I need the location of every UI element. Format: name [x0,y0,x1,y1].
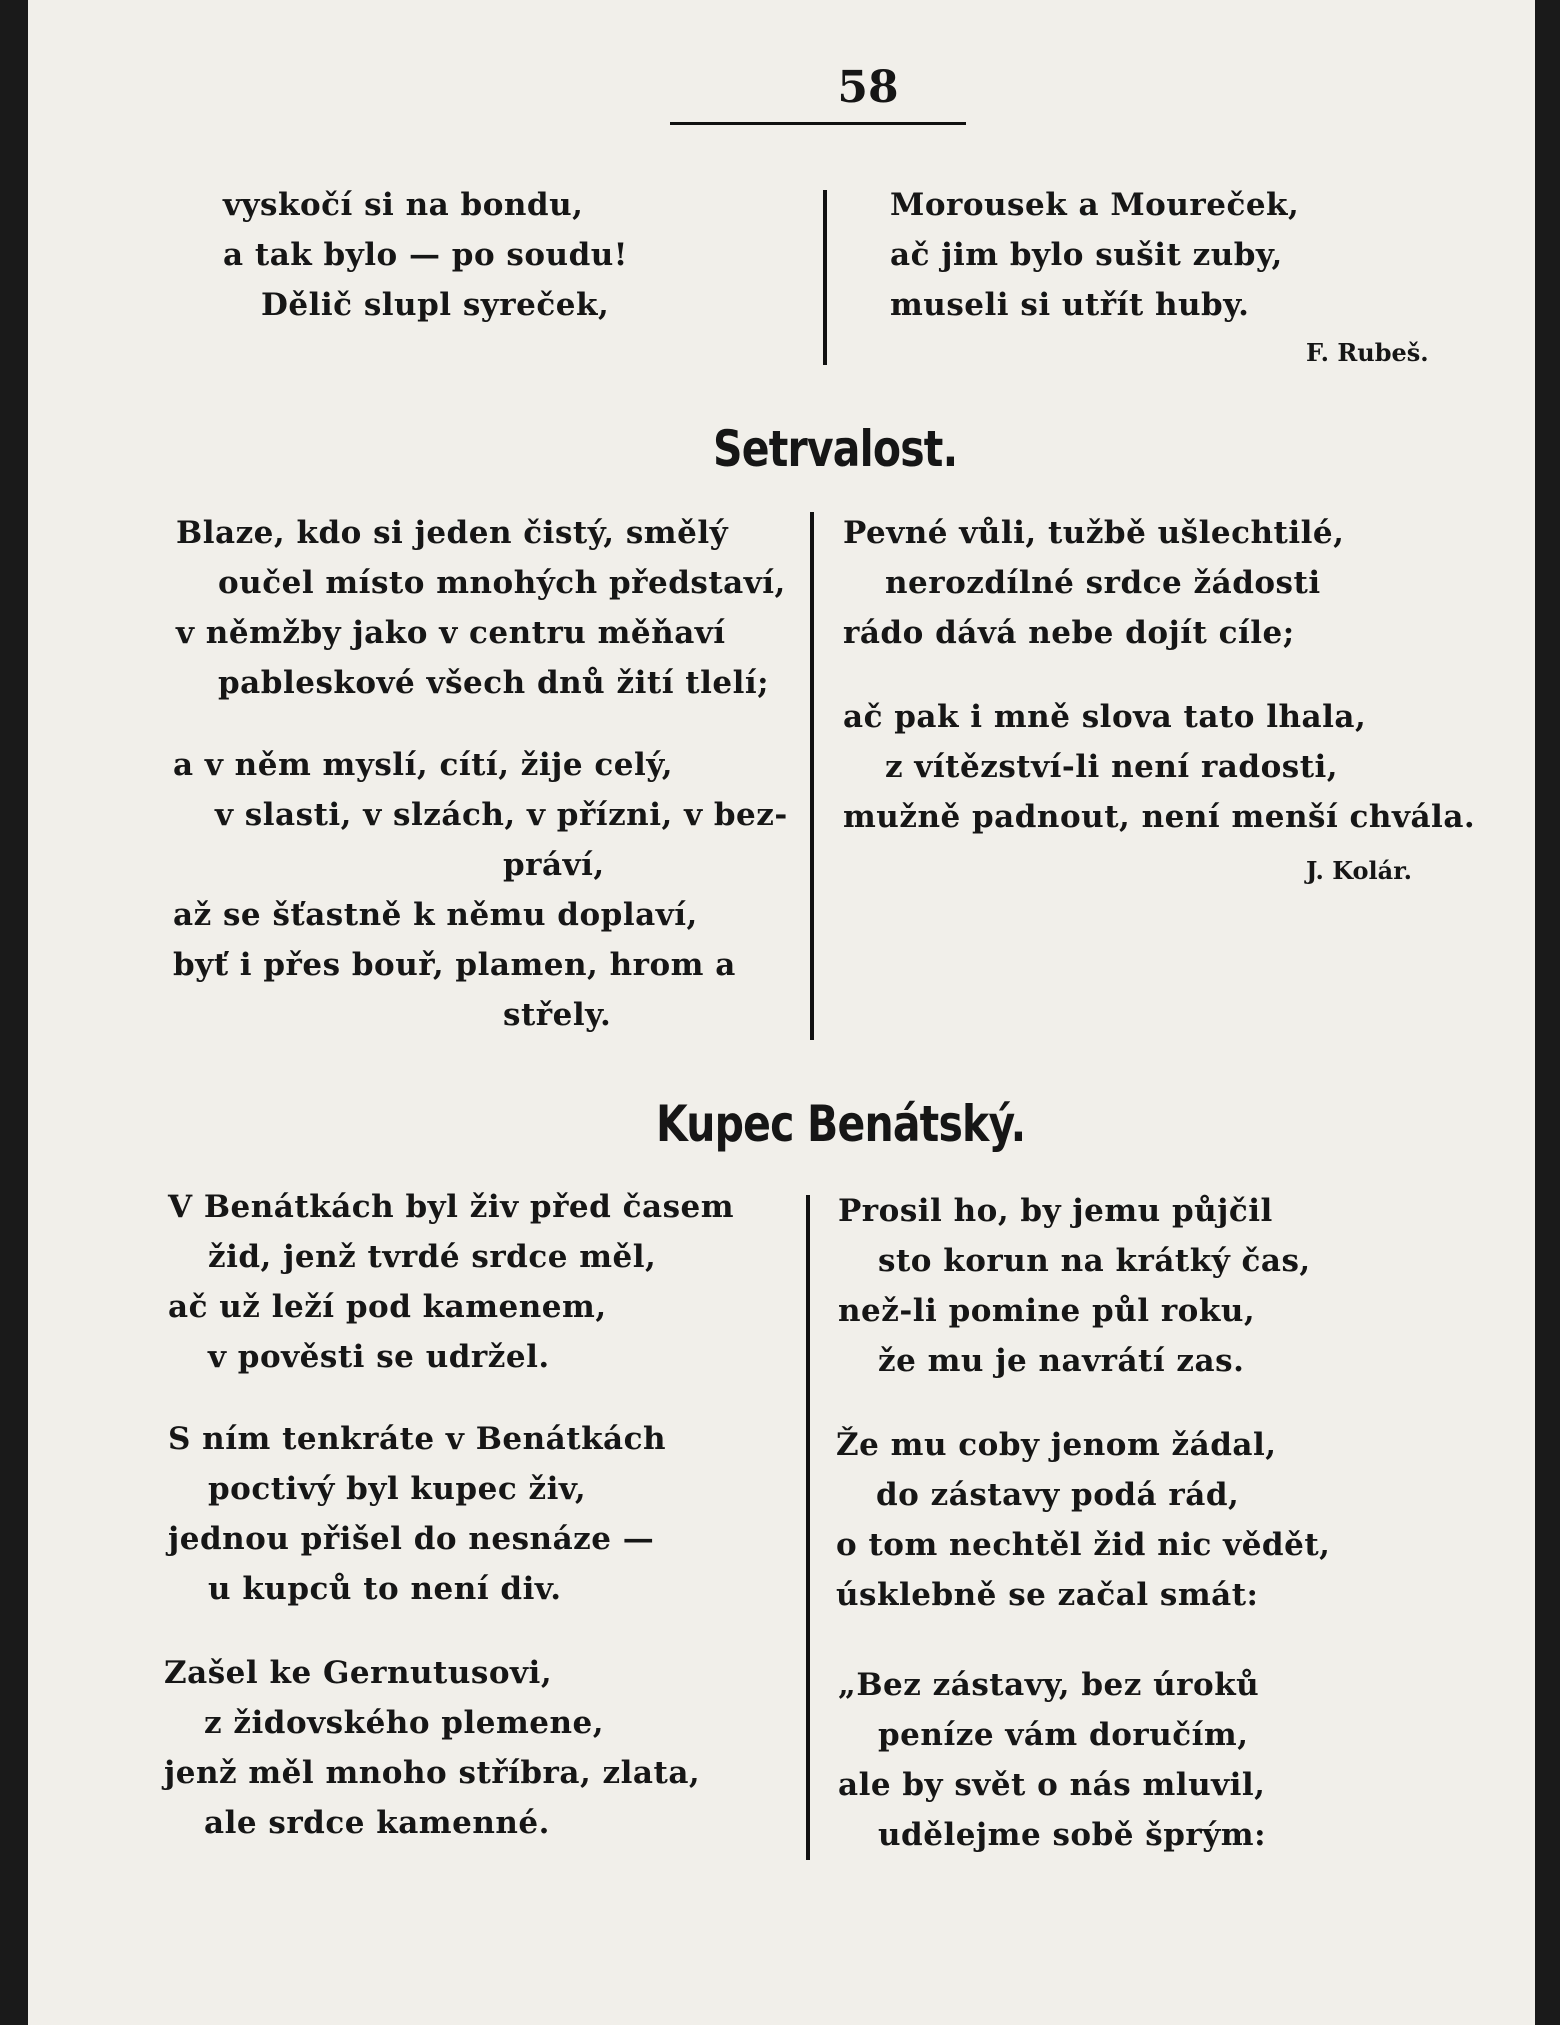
poem2-left-stanza-1 [176,508,786,708]
poem3-right-stanza-2 [836,1420,1330,1620]
verse-line: žid, jenž tvrdé srdce měl, [208,1239,657,1275]
verse-line: ale srdce kamenné. [204,1805,550,1841]
verse-line: peníze vám doručím, [878,1717,1249,1753]
verse-line: pableskové všech dnů žití tlelí; [218,665,770,701]
verse-line: že mu je navrátí zas. [878,1343,1245,1379]
verse-line: v slasti, v slzách, v přízni, v bez- [215,797,788,833]
verse-line: v němžby jako v centru měňaví [176,615,726,651]
verse-line: v pověsti se udržel. [208,1339,550,1375]
verse-line: do zástavy podá rád, [876,1477,1240,1513]
poem2-left-stanza-2 [173,740,788,1040]
column-divider [806,1195,810,1860]
verse-line: udělejme sobě šprým: [878,1817,1267,1853]
verse-line: mužně padnout, není menší chvála. [843,799,1476,835]
verse-line: Prosil ho, by jemu půjčil [838,1193,1273,1229]
verse-line: Dělič slupl syreček, [261,287,610,323]
verse-line: museli si utřít huby. [890,287,1250,323]
verse-line: a v něm myslí, cítí, žije celý, [173,747,674,783]
verse-line: jenž měl mnoho stříbra, zlata, [164,1755,701,1791]
column-divider [810,512,814,1040]
verse-line: poctivý byl kupec živ, [208,1471,587,1507]
poem3-right-stanza-3 [838,1660,1266,1860]
verse-line: jednou přišel do nesnáze — [168,1521,655,1557]
verse-line: Blaze, kdo si jeden čistý, smělý [176,515,729,551]
verse-line: práví, [503,847,605,883]
poem3-right-stanza-1 [838,1186,1311,1386]
poem2-title: Setrvalost. [713,420,958,478]
column-divider [823,190,827,365]
verse-line: než-li pomine půl roku, [838,1293,1256,1329]
verse-line: střely. [503,997,612,1033]
verse-line: „Bez zástavy, bez úroků [838,1667,1260,1703]
poem3-left-stanza-3 [164,1648,700,1848]
page-number-rule [670,122,966,125]
verse-line: a tak bylo — po soudu! [223,237,628,273]
scan-edge [1535,0,1560,2025]
poem1-right-stanza [890,180,1299,330]
verse-line: Morousek a Moureček, [890,187,1300,223]
poem1-left-stanza [223,180,628,330]
verse-line: u kupců to není div. [208,1571,562,1607]
verse-line: z židovského plemene, [204,1705,605,1741]
verse-line: V Benátkách byl živ před časem [168,1189,735,1225]
verse-line: S ním tenkráte v Benátkách [168,1421,667,1457]
verse-line: byť i přes bouř, plamen, hrom a [173,947,736,983]
verse-line: Pevné vůli, tužbě ušlechtilé, [843,515,1345,551]
verse-line: až se šťastně k němu doplaví, [173,897,698,933]
verse-line: úsklebně se začal smát: [836,1577,1259,1613]
verse-line: o tom nechtěl žid nic vědět, [836,1527,1331,1563]
book-page [28,0,1535,2025]
verse-line: rádo dává nebe dojít cíle; [843,615,1295,651]
page-number: 58 [837,62,899,113]
poem3-title: Kupec Benátský. [656,1095,1026,1153]
verse-line: nerozdílné srdce žádosti [885,565,1321,601]
poem2-right-stanza-1 [843,508,1344,658]
poem3-left-stanza-1 [168,1182,734,1382]
poem2-right-stanza-2 [843,692,1475,842]
poem3-left-stanza-2 [168,1414,666,1614]
verse-line: z vítězství-li není radosti, [885,749,1339,785]
verse-line: ač jim bylo sušit zuby, [890,237,1283,273]
poem2-author: J. Kolár. [1306,856,1413,885]
poem1-author: F. Rubeš. [1306,338,1429,367]
verse-line: vyskočí si na bondu, [223,187,584,223]
verse-line: ač už leží pod kamenem, [168,1289,607,1325]
verse-line: Že mu coby jenom žádal, [836,1427,1277,1463]
verse-line: Zašel ke Gernutusovi, [164,1655,553,1691]
verse-line: ale by svět o nás mluvil, [838,1767,1266,1803]
verse-line: ač pak i mně slova tato lhala, [843,699,1367,735]
verse-line: sto korun na krátký čas, [878,1243,1311,1279]
verse-line: oučel místo mnohých představí, [218,565,786,601]
